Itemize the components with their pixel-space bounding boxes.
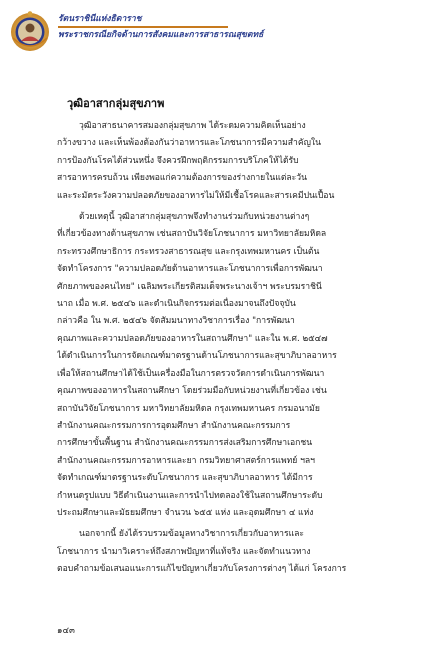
- paragraph-3: [57, 526, 377, 578]
- text-line: ตอบคำถามข้อเสนอแนะการแก้ไขปัญหาเกี่ยวกับโครงการต่างๆ ได้แก่ โครงการ: [57, 564, 347, 575]
- section-title: วุฒิอาสากลุ่มสุขภาพ: [67, 97, 165, 110]
- text-line: ได้ดำเนินการในการจัดเกณฑ์มาตรฐานด้านโภชนาการและสุขาภิบาลอาหาร: [57, 351, 337, 362]
- text-line: จัดทำเกณฑ์มาตรฐานระดับโภชนาการ และสุขาภิบาลอาหาร ได้มีการ: [57, 473, 313, 484]
- text-line: การศึกษาขั้นพื้นฐาน สำนักงานคณะกรรมการส่งเสริมการศึกษาเอกชน: [57, 438, 313, 449]
- text-line: สารอาหารครบถ้วน เพียงพอแก่ความต้องการของร่างกายในแต่ละวัน: [57, 173, 307, 184]
- paragraph-1: [57, 118, 377, 205]
- text-line: ที่เกี่ยวข้องทางด้านสุขภาพ เช่นสถาบันวิจัยโภชนาการ มหาวิทยาลัยมหิดล: [57, 229, 327, 240]
- text-line: เพื่อให้สถานศึกษาได้ใช้เป็นเครื่องมือในการตรวจวัดการดำเนินการพัฒนา: [57, 368, 325, 379]
- seal-logo-icon: [10, 10, 50, 54]
- text-line: จัดทำโครงการ "ความปลอดภัยด้านอาหารและโภชนาการเพื่อการพัฒนา: [57, 264, 323, 275]
- text-line: สถาบันวิจัยโภชนาการ มหาวิทยาลัยมหิดล กรุงเทพมหานคร กรมอนามัย: [57, 403, 320, 414]
- text-line: และระมัดระวังความปลอดภัยของอาหารไม่ให้มีเชื้อโรคและสารเคมีปนเปื้อน: [57, 190, 335, 201]
- header-subtitle: พระราชกรณียกิจด้านการสังคมและการสาธารณสุขตทธ์: [58, 29, 264, 40]
- text-line: กว้างขวาง และเห็นพ้องต้องกันว่าอาหารและโภชนาการมีความสำคัญใน: [57, 138, 322, 149]
- text-line: กระทรวงศึกษาธิการ กระทรวงสาธารณสุข และกรุงเทพมหานคร เป็นต้น: [57, 246, 320, 257]
- text-line: สำนักงานคณะกรรมการอาหารและยา กรมวิทยาศาสตร์การแพทย์ ฯลฯ: [57, 455, 315, 466]
- body-text: [57, 118, 377, 582]
- header-title: รัตนราชินีแห่งธิดาราช: [58, 14, 142, 24]
- text-line: ศักยภาพของคนไทย" เฉลิมพระเกียรติสมเด็จพระนางเจ้าฯ พระบรมราชินี: [57, 281, 322, 292]
- page-number: ๑๔๓: [57, 626, 75, 636]
- text-line: คุณภาพของอาหารในสถานศึกษา โดยร่วมมือกับหน่วยงานที่เกี่ยวข้อง เช่น: [57, 386, 327, 397]
- text-line: นาถ เมื่อ พ.ศ. ๒๕๔๖ และดำเนินกิจกรรมต่อเนื่องมาจนถึงปัจจุบัน: [57, 299, 296, 310]
- text-line: การป้องกันโรคได้ส่วนหนึ่ง จึงควรฝึกพฤติกรรมการบริโภคให้ได้รับ: [57, 155, 299, 166]
- text-line: กำหนดรูปแบบ วิธีดำเนินงานและการนำไปทดลองใช้ในสถานศึกษาระดับ: [57, 490, 323, 501]
- running-header: [58, 14, 398, 41]
- text-line: นอกจากนี้ ยังได้รวบรวมข้อมูลทางวิชาการเกี่ยวกับอาหารและ: [79, 529, 305, 540]
- text-line: โภชนาการ นำมาวิเคราะห์ถึงสภาพปัญหาที่แท้จริง และจัดทำแนวทาง: [57, 546, 311, 557]
- paragraph-2: [57, 209, 377, 522]
- text-line: คุณภาพและความปลอดภัยของอาหารในสถานศึกษา" และใน พ.ศ. ๒๕๔๗: [57, 333, 328, 344]
- text-line: กล่าวคือ ใน พ.ศ. ๒๕๔๖ จัดสัมมนาทางวิชาการเรื่อง "การพัฒนา: [57, 316, 295, 327]
- text-line: วุฒิอาสาธนาคารสมองกลุ่มสุขภาพ ได้ระดมความคิดเห็นอย่าง: [79, 121, 306, 131]
- text-line: ประถมศึกษาและมัธยมศึกษา จำนวน ๖๕๕ แห่ง และอุดมศึกษา ๔ แห่ง: [57, 507, 314, 518]
- text-line: ด้วยเหตุนี้ วุฒิอาสากลุ่มสุขภาพจึงทำงานร่วมกับหน่วยงานต่างๆ: [79, 212, 310, 223]
- text-line: สำนักงานคณะกรรมการการอุดมศึกษา สำนักงานคณะกรรมการ: [57, 420, 291, 431]
- header-divider: [58, 26, 228, 28]
